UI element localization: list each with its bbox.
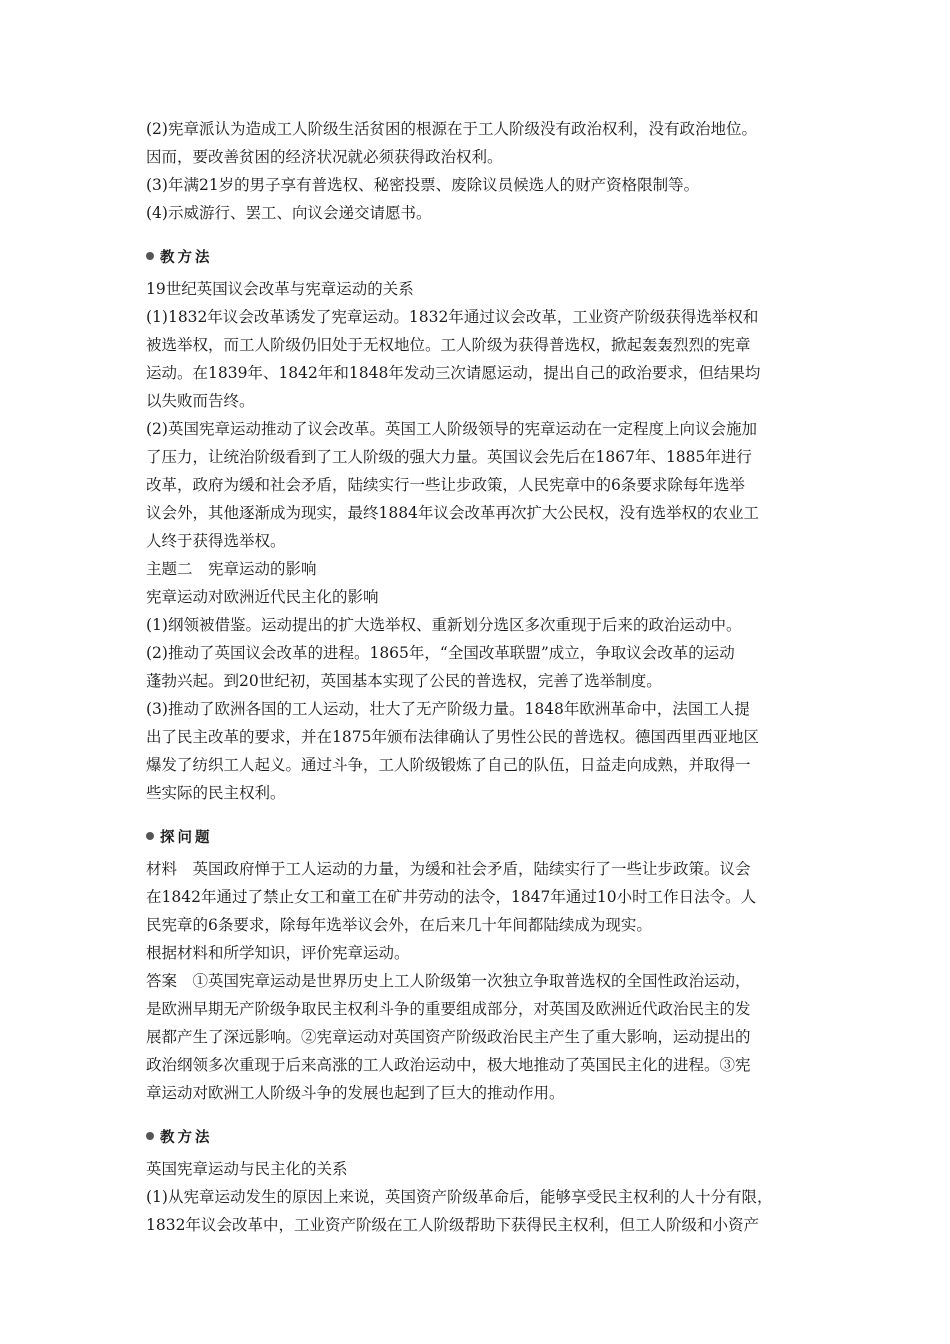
paragraph-line: 英国宪章运动与民主化的关系 — [146, 1160, 348, 1178]
paragraph-line: 被选举权，而工人阶级仍旧处于无权地位。工人阶级为获得普选权，掀起轰轰烈烈的宪章 — [146, 336, 751, 354]
paragraph-line: 材料 英国政府惮于工人运动的力量，为缓和社会矛盾，陆续实行了一些让步政策。议会 — [146, 860, 751, 878]
bullet-dot-icon — [146, 252, 154, 260]
bullet-dot-icon — [146, 832, 154, 840]
paragraph-line: (3)年满21岁的男子享有普选权、秘密投票、废除议员候选人的财产资格限制等。 — [146, 176, 700, 194]
paragraph-line: 人终于获得选举权。 — [146, 532, 286, 550]
paragraph-line: (3)推动了欧洲各国的工人运动，壮大了无产阶级力量。1848年欧洲革命中，法国工人提 — [146, 700, 750, 718]
paragraph-line: 根据材料和所学知识，评价宪章运动。 — [146, 944, 410, 962]
section-heading-teaching-method-2 — [146, 1121, 806, 1151]
document-page — [146, 115, 806, 1239]
section-answers — [146, 115, 806, 227]
bullet-dot-icon — [146, 1132, 154, 1140]
paragraph-line: 民宪章的6条要求，除每年选举议会外，在后来几十年间都陆续成为现实。 — [146, 916, 652, 934]
paragraph-line: 爆发了纺织工人起义。通过斗争，工人阶级锻炼了自己的队伍，日益走向成熟，并取得一 — [146, 756, 751, 774]
paragraph-line: 了压力，让统治阶级看到了工人阶级的强大力量。英国议会先后在1867年、1885年进行 — [146, 448, 752, 466]
section-explore-question — [146, 855, 806, 1107]
paragraph-line: 些实际的民主权利。 — [146, 784, 286, 802]
paragraph-line: (2)宪章派认为造成工人阶级生活贫困的根源在于工人阶级没有政治权利，没有政治地位。 — [146, 120, 757, 138]
paragraph-line: (2)英国宪章运动推动了议会改革。英国工人阶级领导的宪章运动在一定程度上向议会施加 — [146, 420, 757, 438]
paragraph-line: 出了民主改革的要求，并在1875年颁布法律确认了男性公民的普选权。德国西里西亚地区 — [146, 728, 759, 746]
section-teaching-method-1 — [146, 275, 806, 807]
paragraph-line: (1)1832年议会改革诱发了宪章运动。1832年通过议会改革，工业资产阶级获得选举权和 — [146, 308, 759, 326]
paragraph-line: 在1842年通过了禁止女工和童工在矿井劳动的法令，1847年通过10小时工作日法令。人 — [146, 888, 757, 906]
section-heading-explore-question — [146, 821, 806, 851]
paragraph-line: (2)推动了英国议会改革的进程。1865年，“全国改革联盟”成立，争取议会改革的运动 — [146, 644, 735, 662]
paragraph-line: 政治纲领多次重现于后来高涨的工人政治运动中，极大地推动了英国民主化的进程。③宪 — [146, 1056, 751, 1074]
paragraph-line: 1832年议会改革中，工业资产阶级在工人阶级帮助下获得民主权利，但工人阶级和小资产 — [146, 1216, 759, 1234]
paragraph-line: 章运动对欧洲工人阶级斗争的发展也起到了巨大的推动作用。 — [146, 1084, 565, 1102]
paragraph-line: 因而，要改善贫困的经济状况就必须获得政治权利。 — [146, 148, 503, 166]
paragraph-line: 主题二 宪章运动的影响 — [146, 560, 317, 578]
heading-label: 探问题 — [160, 829, 213, 846]
heading-label: 教方法 — [160, 1129, 213, 1146]
paragraph-line: 是欧洲早期无产阶级争取民主权利斗争的重要组成部分，对英国及欧洲近代政治民主的发 — [146, 1000, 751, 1018]
paragraph-line: 展都产生了深远影响。②宪章运动对英国资产阶级政治民主产生了重大影响，运动提出的 — [146, 1028, 751, 1046]
paragraph-line: 改革，政府为缓和社会矛盾，陆续实行一些让步政策，人民宪章中的6条要求除每年选举 — [146, 476, 745, 494]
paragraph-line: 议会外，其他逐渐成为现实，最终1884年议会改革再次扩大公民权，没有选举权的农业工 — [146, 504, 759, 522]
paragraph-line: 蓬勃兴起。到20世纪初，英国基本实现了公民的普选权，完善了选举制度。 — [146, 672, 662, 690]
paragraph-line: 答案 ①英国宪章运动是世界历史上工人阶级第一次独立争取普选权的全国性政治运动， — [146, 972, 751, 990]
paragraph-line: (1)从宪章运动发生的原因上来说，英国资产阶级革命后，能够享受民主权利的人十分有限， — [146, 1188, 773, 1206]
section-heading-teaching-method — [146, 241, 806, 271]
paragraph-line: 以失败而告终。 — [146, 392, 255, 410]
paragraph-line: 19世纪英国议会改革与宪章运动的关系 — [146, 280, 414, 298]
heading-label: 教方法 — [160, 249, 213, 266]
paragraph-line: 宪章运动对欧洲近代民主化的影响 — [146, 588, 379, 606]
paragraph-line: 运动。在1839年、1842年和1848年发动三次请愿运动，提出自己的政治要求，但结果均 — [146, 364, 761, 382]
paragraph-line: (1)纲领被借鉴。运动提出的扩大选举权、重新划分选区多次重现于后来的政治运动中。 — [146, 616, 742, 634]
section-teaching-method-2 — [146, 1155, 806, 1239]
paragraph-line: (4)示威游行、罢工、向议会递交请愿书。 — [146, 204, 432, 222]
